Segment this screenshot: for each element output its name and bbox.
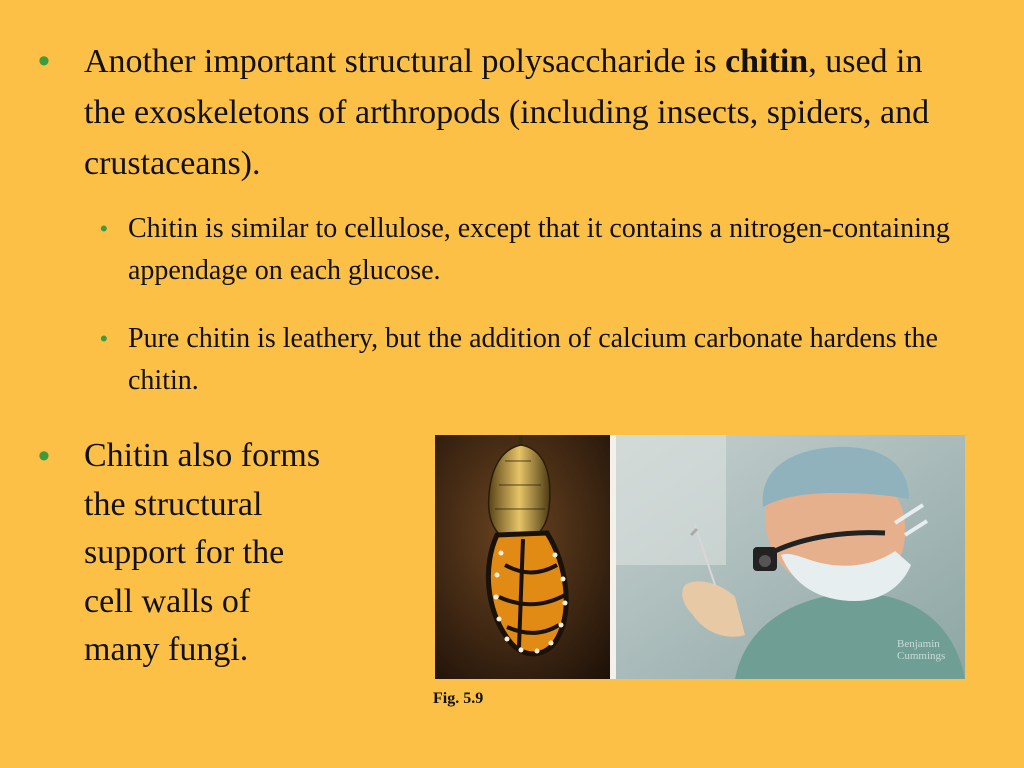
photo-divider — [610, 435, 616, 679]
sub-bullet-calcium — [100, 318, 960, 402]
sub-bullet-text: Chitin is similar to cellulose, except that it contains a nitrogen-containing appendage on each glucose. — [128, 213, 950, 286]
publisher-watermark: Cummings — [897, 650, 946, 662]
main-bullet-fungi — [38, 432, 398, 675]
publisher-watermark: Benjamin — [897, 638, 940, 650]
sub-bullet-cellulose — [100, 208, 960, 292]
bullet-dot: • — [100, 326, 108, 351]
figure-photo — [435, 435, 965, 679]
main-bullet-text: Another important structural polysaccharide is chitin, used in the exoskeletons of arthropods (including insects, spiders, and crustaceans). — [84, 43, 930, 182]
bullet-dot: • — [38, 42, 50, 80]
figure-caption: Fig. 5.9 — [433, 690, 484, 707]
chitin-term: chitin — [725, 43, 809, 80]
bullet-dot: • — [100, 216, 108, 241]
main-bullet-text: Chitin also forms the structural support for the cell walls of many fungi. — [84, 437, 321, 668]
main-bullet-chitin — [38, 36, 938, 189]
bullet-dot: • — [38, 437, 50, 475]
chrysalis-photo — [435, 435, 610, 679]
sub-bullet-text: Pure chitin is leathery, but the addition of calcium carbonate hardens the chitin. — [128, 323, 938, 396]
